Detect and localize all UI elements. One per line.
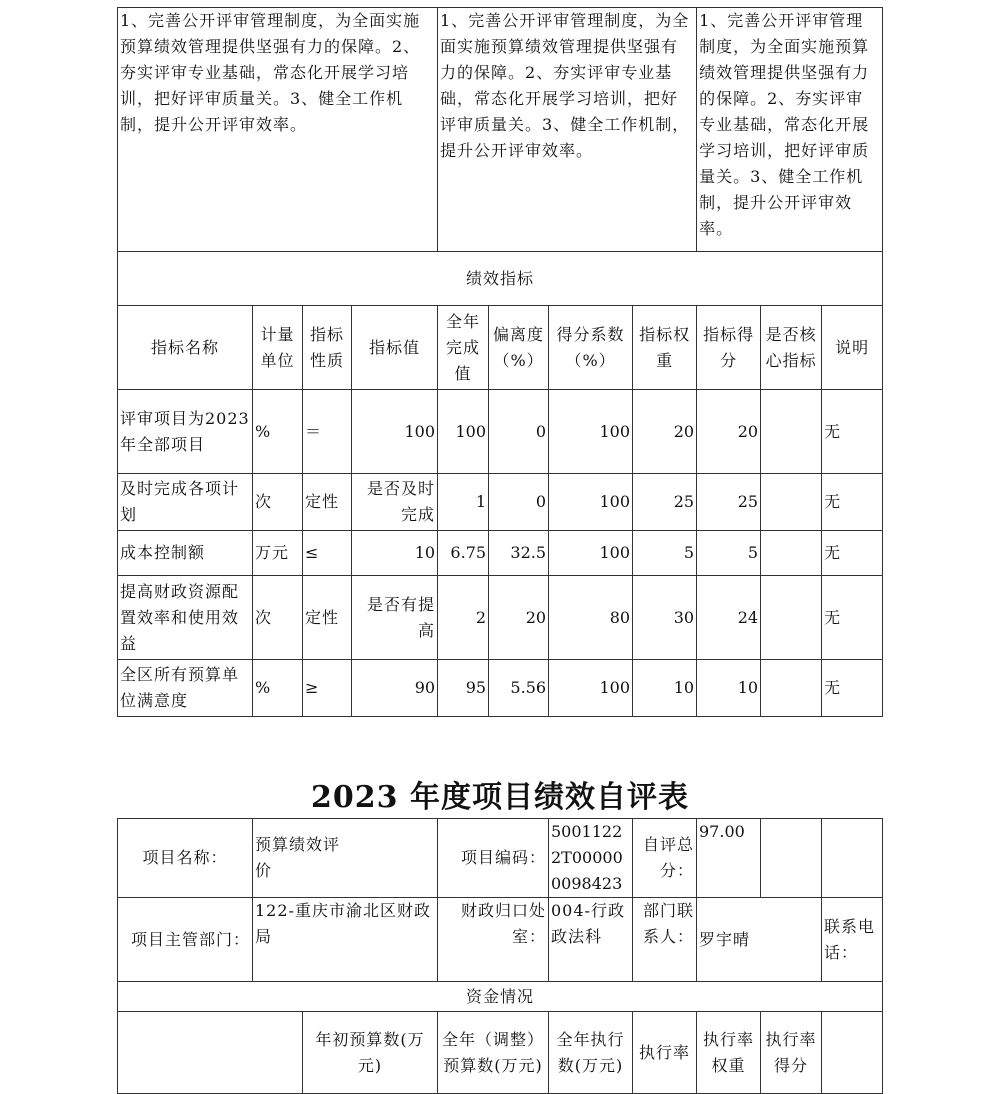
actual-value: 95 <box>438 660 489 717</box>
indicator-name: 成本控制额 <box>118 531 253 576</box>
target-value: 10 <box>352 531 438 576</box>
empty-cell <box>761 819 822 898</box>
target-value: 100 <box>352 390 438 474</box>
page-title: 2023 年度项目绩效自评表 <box>311 780 689 815</box>
indicator-score: 24 <box>697 576 761 660</box>
measure-cell: 1、完善公开评审管理制度，为全面实施预算绩效管理提供坚强有力的保障。2、夯实评审专业基础，常态化开展学习培训，把好评审质量关。3、健全工作机制，提升公开评审效率。 <box>438 8 697 252</box>
weight: 20 <box>633 390 697 474</box>
project-code: 50011222T000000098423 <box>549 819 633 898</box>
header-cell: 指标得分 <box>697 306 761 390</box>
table-row <box>118 390 883 474</box>
nature: ≥ <box>303 660 352 717</box>
deviation: 32.5 <box>489 531 549 576</box>
phone-label: 联系电话： <box>824 916 876 962</box>
actual-value: 6.75 <box>438 531 489 576</box>
remark: 无 <box>822 531 883 576</box>
score-label: 自评总分： <box>633 819 697 898</box>
indicator-score: 25 <box>697 474 761 531</box>
score-coefficient: 100 <box>549 474 633 531</box>
header-cell: 计量单位 <box>253 306 303 390</box>
empty-cell <box>822 1012 883 1094</box>
target-value: 是否有提高 <box>352 576 438 660</box>
is-core <box>761 531 822 576</box>
is-core <box>761 390 822 474</box>
indicator-score: 10 <box>697 660 761 717</box>
indicator-name: 提高财政资源配置效率和使用效益 <box>118 576 253 660</box>
funds-header: 执行率 <box>633 1012 697 1094</box>
remark: 无 <box>822 390 883 474</box>
contact: 罗宇晴 <box>697 898 822 982</box>
weight: 30 <box>633 576 697 660</box>
header-cell: 指标值 <box>352 306 438 390</box>
funds-section-title: 资金情况 <box>118 982 883 1012</box>
office: 004-行政政法科 <box>549 898 633 982</box>
table-row <box>118 576 883 660</box>
unit: 次 <box>253 576 303 660</box>
header-cell: 偏离度（%） <box>489 306 549 390</box>
indicator-score: 20 <box>697 390 761 474</box>
deviation: 0 <box>489 474 549 531</box>
office-label: 财政归口处室： <box>438 898 549 982</box>
nature: ＝ <box>303 390 352 474</box>
remark: 无 <box>822 474 883 531</box>
header-cell: 是否核心指标 <box>761 306 822 390</box>
measure-cell: 1、完善公开评审管理制度，为全面实施预算绩效管理提供坚强有力的保障。2、夯实评审专业基础，常态化开展学习培训，把好评审质量关。3、健全工作机制，提升公开评审效率。 <box>697 8 883 252</box>
unit: 万元 <box>253 531 303 576</box>
table-row <box>118 474 883 531</box>
indicator-name: 全区所有预算单位满意度 <box>118 660 253 717</box>
phone-cell <box>822 898 883 982</box>
unit: 次 <box>253 474 303 531</box>
unit: % <box>253 660 303 717</box>
funds-header: 执行率得分 <box>761 1012 822 1094</box>
empty-cell <box>118 1012 303 1094</box>
indicator-name: 评审项目为2023年全部项目 <box>118 390 253 474</box>
weight: 5 <box>633 531 697 576</box>
is-core <box>761 660 822 717</box>
empty-cell <box>822 819 883 898</box>
measure-cell: 1、完善公开评审管理制度，为全面实施预算绩效管理提供坚强有力的保障。2、夯实评审专业基础，常态化开展学习培训，把好评审质量关。3、健全工作机制，提升公开评审效率。 <box>118 8 438 252</box>
header-cell: 指标权重 <box>633 306 697 390</box>
remark: 无 <box>822 660 883 717</box>
project-self-evaluation-table <box>117 818 883 1094</box>
deviation: 5.56 <box>489 660 549 717</box>
header-cell: 全年完成值 <box>438 306 489 390</box>
remark: 无 <box>822 576 883 660</box>
score-coefficient: 80 <box>549 576 633 660</box>
project-name <box>253 819 438 898</box>
project-code-label <box>438 819 549 898</box>
is-core <box>761 576 822 660</box>
indicator-name: 及时完成各项计划 <box>118 474 253 531</box>
indicator-score: 5 <box>697 531 761 576</box>
actual-value: 1 <box>438 474 489 531</box>
nature: ≤ <box>303 531 352 576</box>
actual-value: 2 <box>438 576 489 660</box>
project-code-label-text: 项目编码： <box>460 848 546 867</box>
header-cell: 指标性质 <box>303 306 352 390</box>
deviation: 0 <box>489 390 549 474</box>
unit: % <box>253 390 303 474</box>
funds-header: 全年（调整）预算数(万元) <box>438 1012 549 1094</box>
dept-label: 项目主管部门： <box>118 898 253 982</box>
target-value: 是否及时完成 <box>352 474 438 531</box>
score-coefficient: 100 <box>549 531 633 576</box>
weight: 10 <box>633 660 697 717</box>
section-title: 绩效指标 <box>118 252 883 306</box>
contact-label: 部门联系人： <box>633 898 697 982</box>
project-name-text: 预算绩效评价 <box>255 835 341 880</box>
target-value: 90 <box>352 660 438 717</box>
table-row <box>118 531 883 576</box>
deviation: 20 <box>489 576 549 660</box>
dept: 122-重庆市渝北区财政局 <box>253 898 438 982</box>
project-name-label: 项目名称： <box>118 819 253 898</box>
funds-header: 执行率权重 <box>697 1012 761 1094</box>
header-cell: 得分系数（%） <box>549 306 633 390</box>
nature: 定性 <box>303 576 352 660</box>
weight: 25 <box>633 474 697 531</box>
funds-header: 年初预算数(万元) <box>303 1012 438 1094</box>
funds-header: 全年执行数(万元) <box>549 1012 633 1094</box>
nature: 定性 <box>303 474 352 531</box>
score-coefficient: 100 <box>549 390 633 474</box>
header-cell: 说明 <box>822 306 883 390</box>
header-cell: 指标名称 <box>118 306 253 390</box>
performance-indicator-table <box>117 7 883 717</box>
actual-value: 100 <box>438 390 489 474</box>
self-score: 97.00 <box>697 819 761 898</box>
table-row <box>118 660 883 717</box>
is-core <box>761 474 822 531</box>
score-coefficient: 100 <box>549 660 633 717</box>
